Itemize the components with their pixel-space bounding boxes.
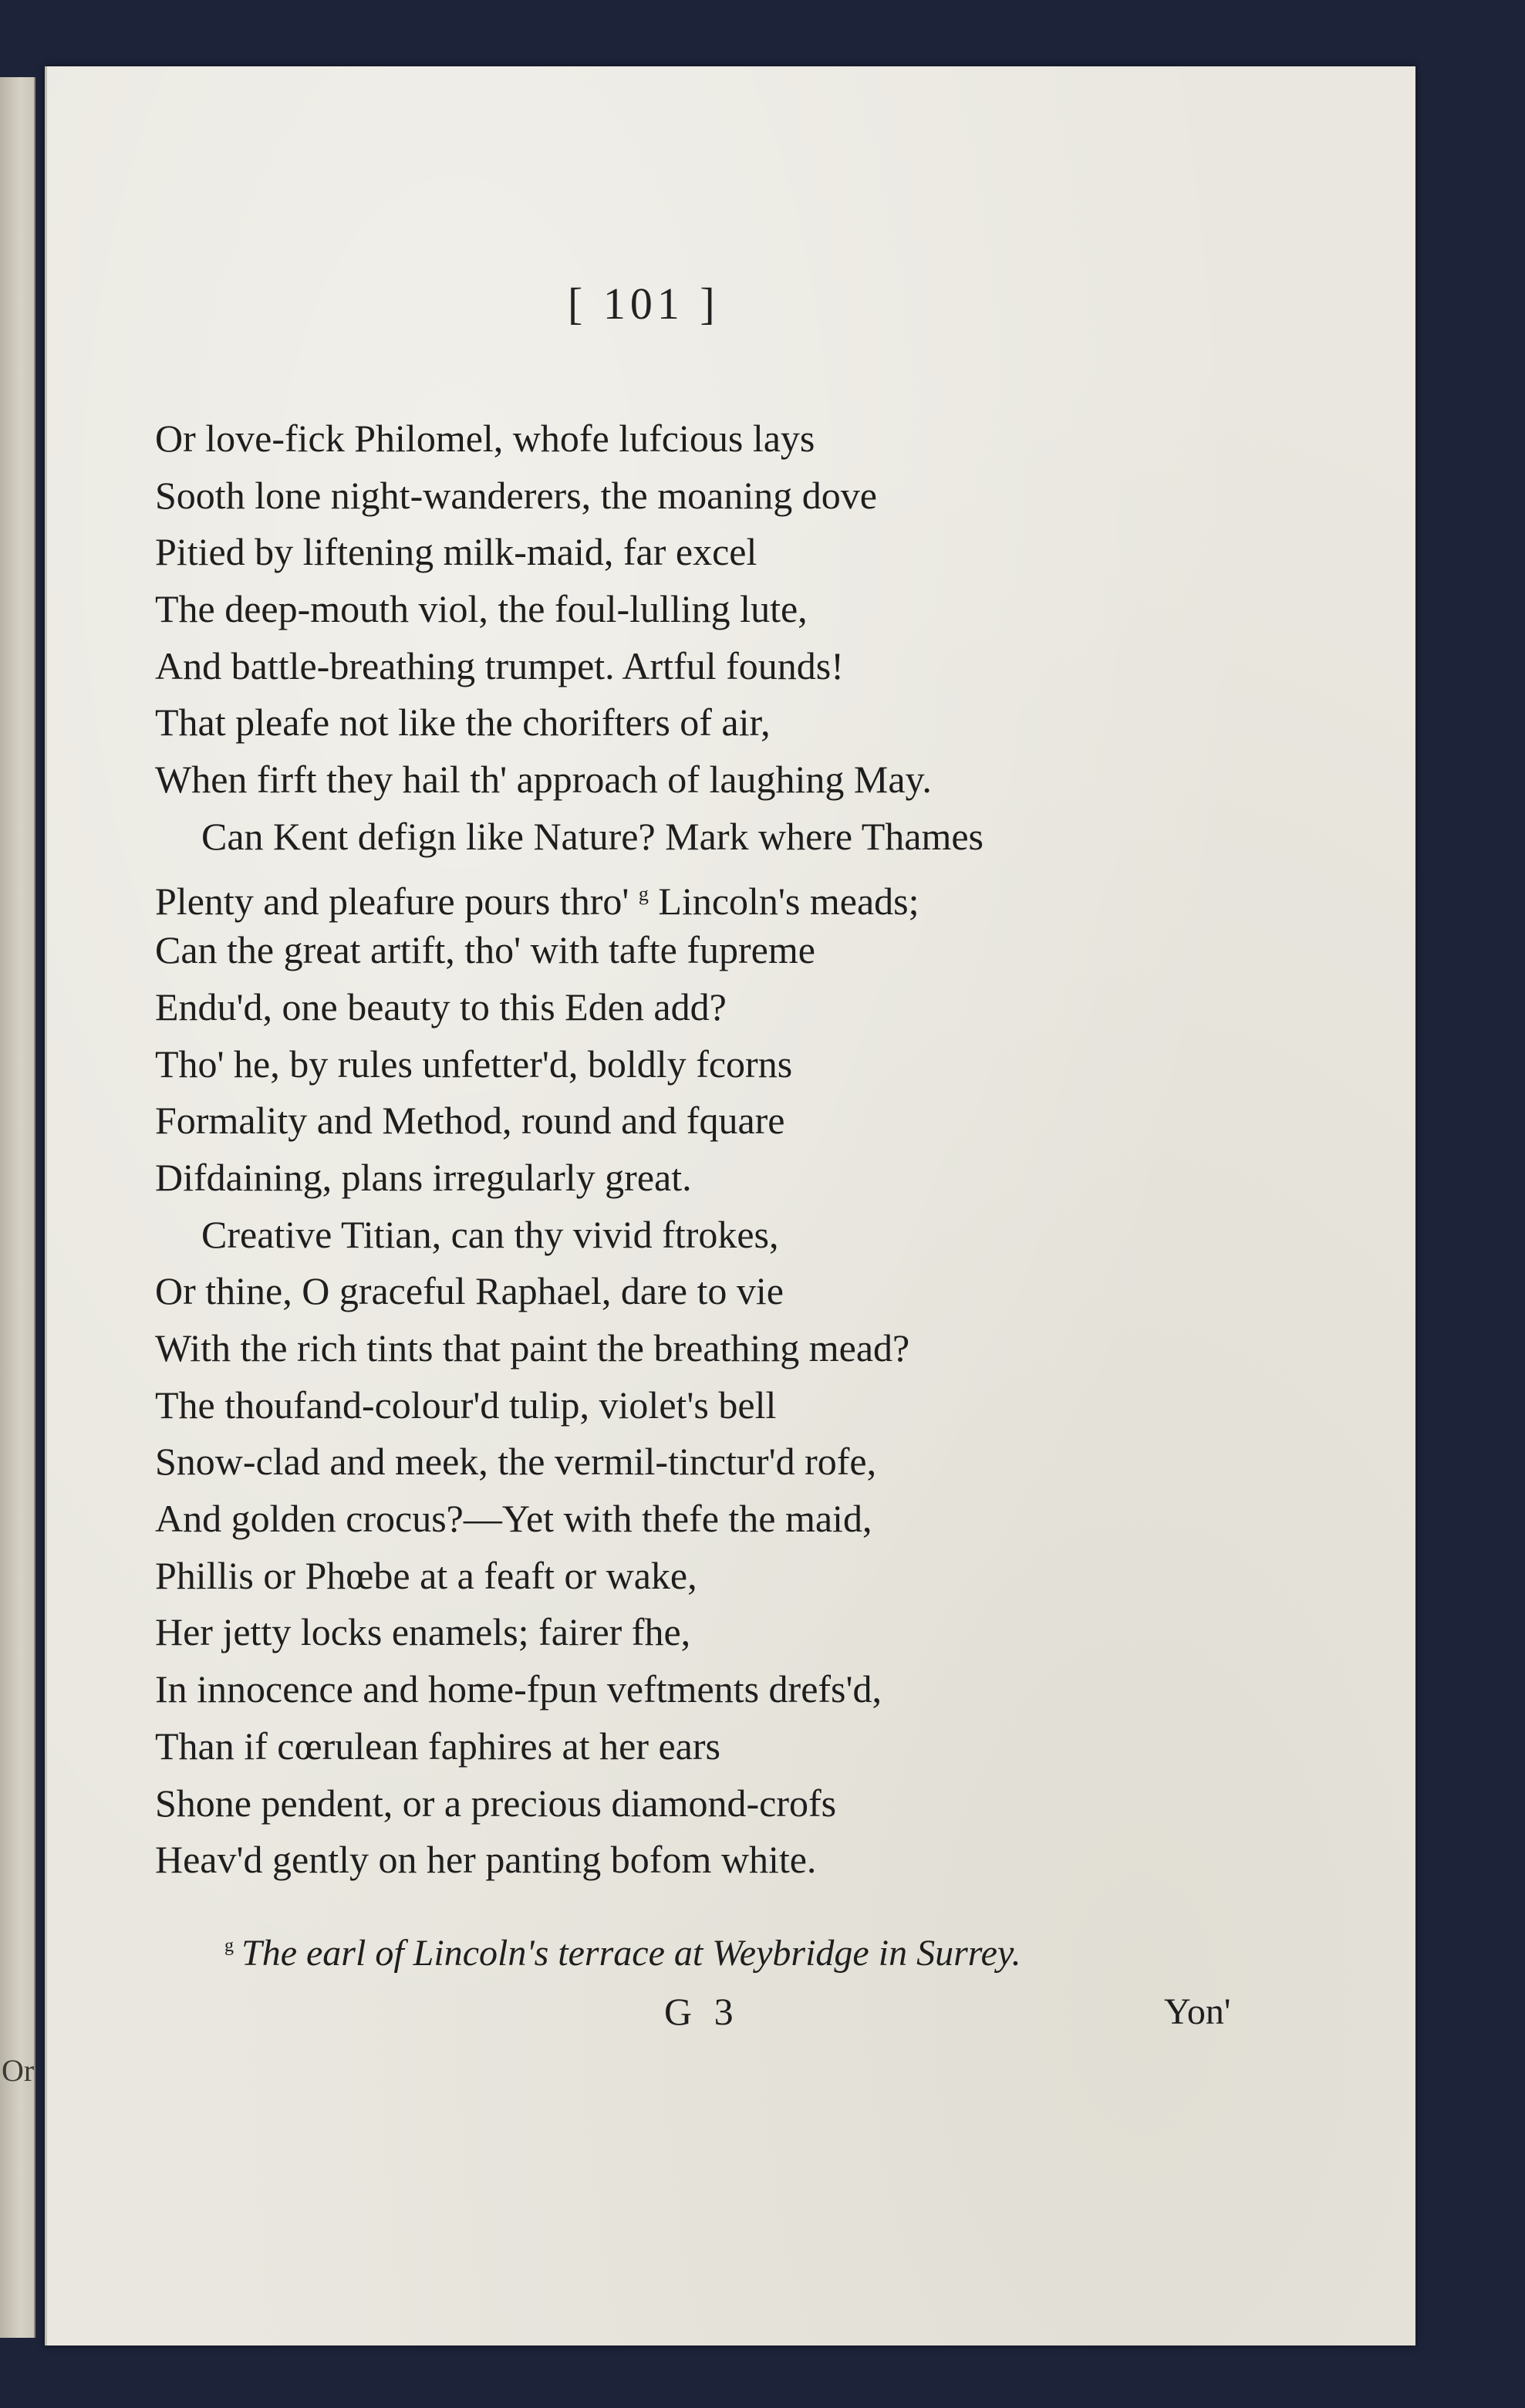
book-page	[45, 66, 1415, 2346]
poem-line: Difdaining, plans irregularly great.	[155, 1155, 692, 1199]
signature-mark: G 3	[664, 1990, 740, 2033]
left-page-fragment-text: Or	[2, 2053, 35, 2088]
poem-line: And battle-breathing trumpet. Artful founds!	[155, 643, 844, 687]
poem-line: Creative Titian, can thy vivid ftrokes,	[201, 1212, 779, 1256]
page-number-header: [ 101 ]	[568, 279, 720, 329]
footnote-reference-marker: g	[638, 882, 649, 905]
poem-body	[155, 410, 1312, 1889]
poem-line: Or love-fick Philomel, whofe lufcious lays	[155, 417, 815, 460]
catchword: Yon'	[1164, 1991, 1231, 2032]
footnote-text: The earl of Lincoln's terrace at Weybridge in Surrey.	[241, 1933, 1021, 1974]
poem-line: With the rich tints that paint the breathing mead?	[155, 1326, 910, 1369]
poem-line: Shone pendent, or a precious diamond-crofs	[155, 1781, 837, 1825]
poem-line-text: Lincoln's meads;	[658, 879, 919, 923]
poem-line: Phillis or Phœbe at a feaft or wake,	[155, 1553, 697, 1597]
poem-line: And golden crocus?—Yet with thefe the maid,	[155, 1497, 872, 1541]
poem-line: Snow-clad and meek, the vermil-tinctur'd rofe,	[155, 1440, 877, 1484]
poem-line: Tho' he, by rules unfetter'd, boldly fcorns	[155, 1042, 793, 1086]
poem-line: Can Kent defign like Nature? Mark where Thames	[201, 814, 983, 858]
poem-line: The thoufand-colour'd tulip, violet's bell	[155, 1383, 777, 1427]
poem-line: Than if cœrulean faphires at her ears	[155, 1724, 720, 1768]
poem-line: Endu'd, one beauty to this Eden add?	[155, 984, 727, 1028]
left-page-edge	[0, 77, 35, 2338]
footnote	[224, 1932, 1021, 1974]
poem-line: Heav'd gently on her panting bofom white.	[155, 1838, 817, 1882]
poem-line: That pleafe not like the chorifters of air,	[155, 701, 771, 745]
poem-line: In innocence and home-fpun veftments drefs'd,	[155, 1667, 882, 1711]
poem-line: Pitied by liftening milk-maid, far excel	[155, 530, 757, 574]
poem-line: Formality and Method, round and fquare	[155, 1099, 785, 1143]
poem-line: Sooth lone night-wanderers, the moaning dove	[155, 473, 877, 517]
poem-line: The deep-mouth viol, the foul-lulling lute,	[155, 587, 808, 631]
footnote-marker: g	[224, 1936, 234, 1956]
poem-line: Or thine, O graceful Raphael, dare to vie	[155, 1269, 784, 1313]
poem-line: Can the great artift, tho' with tafte fupreme	[155, 928, 815, 972]
poem-line: Her jetty locks enamels; fairer fhe,	[155, 1610, 691, 1654]
poem-line-text: Plenty and pleafure pours thro'	[155, 879, 629, 923]
poem-line: When firft they hail th' approach of laughing May.	[155, 758, 932, 802]
poem-line-with-footnote-ref	[155, 866, 1312, 923]
